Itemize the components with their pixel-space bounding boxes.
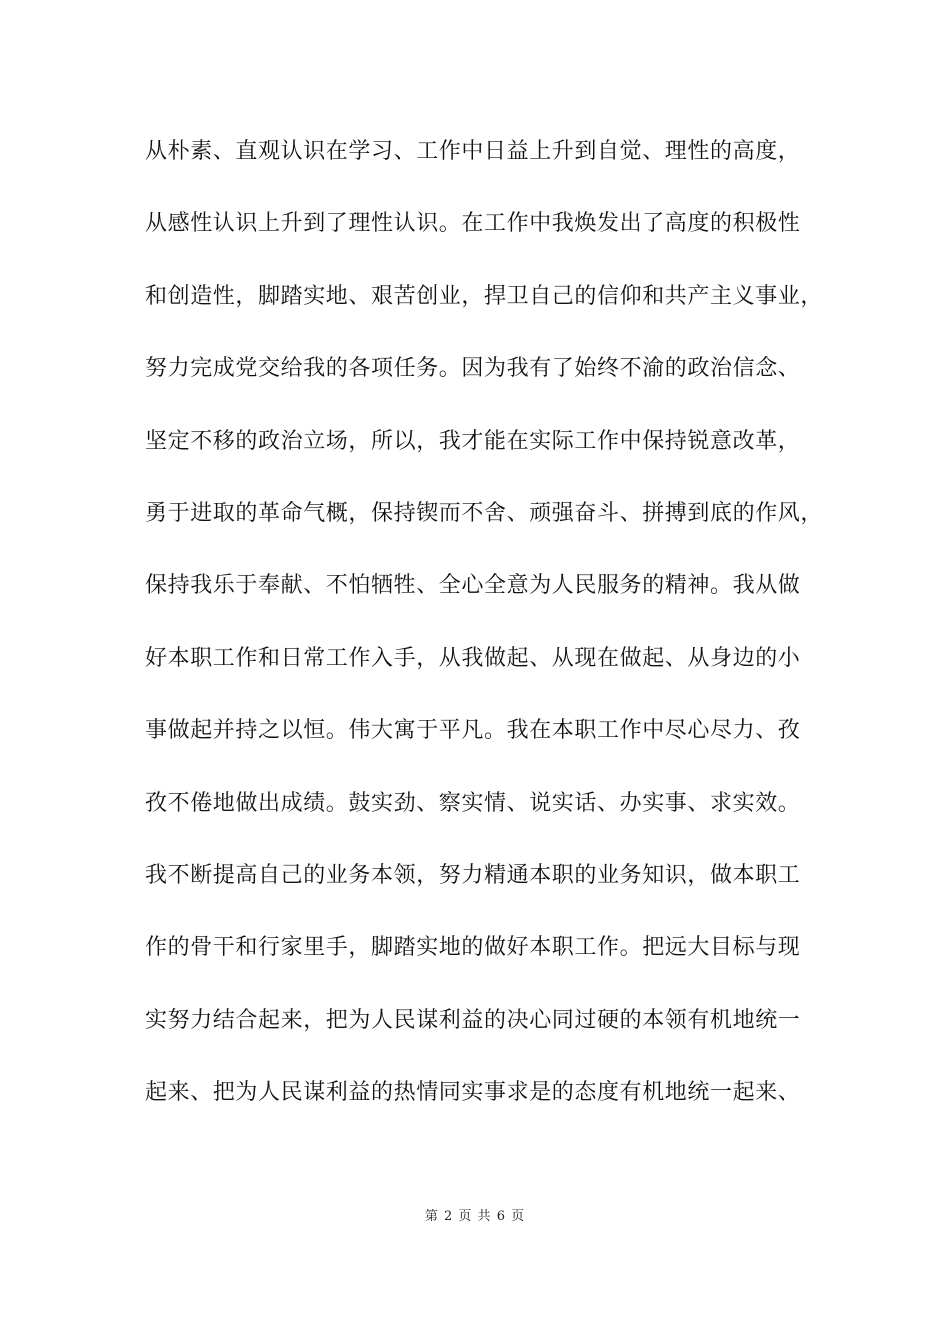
body-text: [145, 130, 825, 1143]
page-number: 第 2 页 共 6 页: [424, 1209, 526, 1224]
text-line: 好本职工作和日常工作入手，从我做起、从现在做起、从身边的小: [145, 645, 801, 671]
text-line: 保持我乐于奉献、不怕牺牲、全心全意为人民服务的精神。我从做: [145, 573, 801, 599]
text-line: 努力完成党交给我的各项任务。因为我有了始终不渝的政治信念、: [145, 356, 801, 382]
page-footer: [0, 1205, 950, 1224]
text-line: 和创造性，脚踏实地、艰苦创业，捍卫自己的信仰和共产主义事业，: [145, 283, 824, 309]
text-line: 作的骨干和行家里手，脚踏实地的做好本职工作。把远大目标与现: [145, 935, 801, 961]
text-line: 孜不倦地做出成绩。鼓实劲、察实情、说实话、办实事、求实效。: [145, 790, 801, 816]
text-line: 事做起并持之以恒。伟大寓于平凡。我在本职工作中尽心尽力、孜: [145, 718, 801, 744]
text-line: 从朴素、直观认识在学习、工作中日益上升到自觉、理性的高度，: [145, 139, 801, 164]
text-line: 坚定不移的政治立场，所以，我才能在实际工作中保持锐意改革，: [145, 428, 801, 454]
text-line: 从感性认识上升到了理性认识。在工作中我焕发出了高度的积极性: [145, 211, 801, 237]
text-line: 实努力结合起来，把为人民谋利益的决心同过硬的本领有机地统一: [145, 1007, 801, 1033]
text-line: 起来、把为人民谋利益的热情同实事求是的态度有机地统一起来、: [145, 1080, 801, 1106]
text-line: 勇于进取的革命气概，保持锲而不舍、顽强奋斗、拼搏到底的作风，: [145, 500, 824, 526]
text-line: 我不断提高自己的业务本领，努力精通本职的业务知识，做本职工: [145, 862, 801, 888]
